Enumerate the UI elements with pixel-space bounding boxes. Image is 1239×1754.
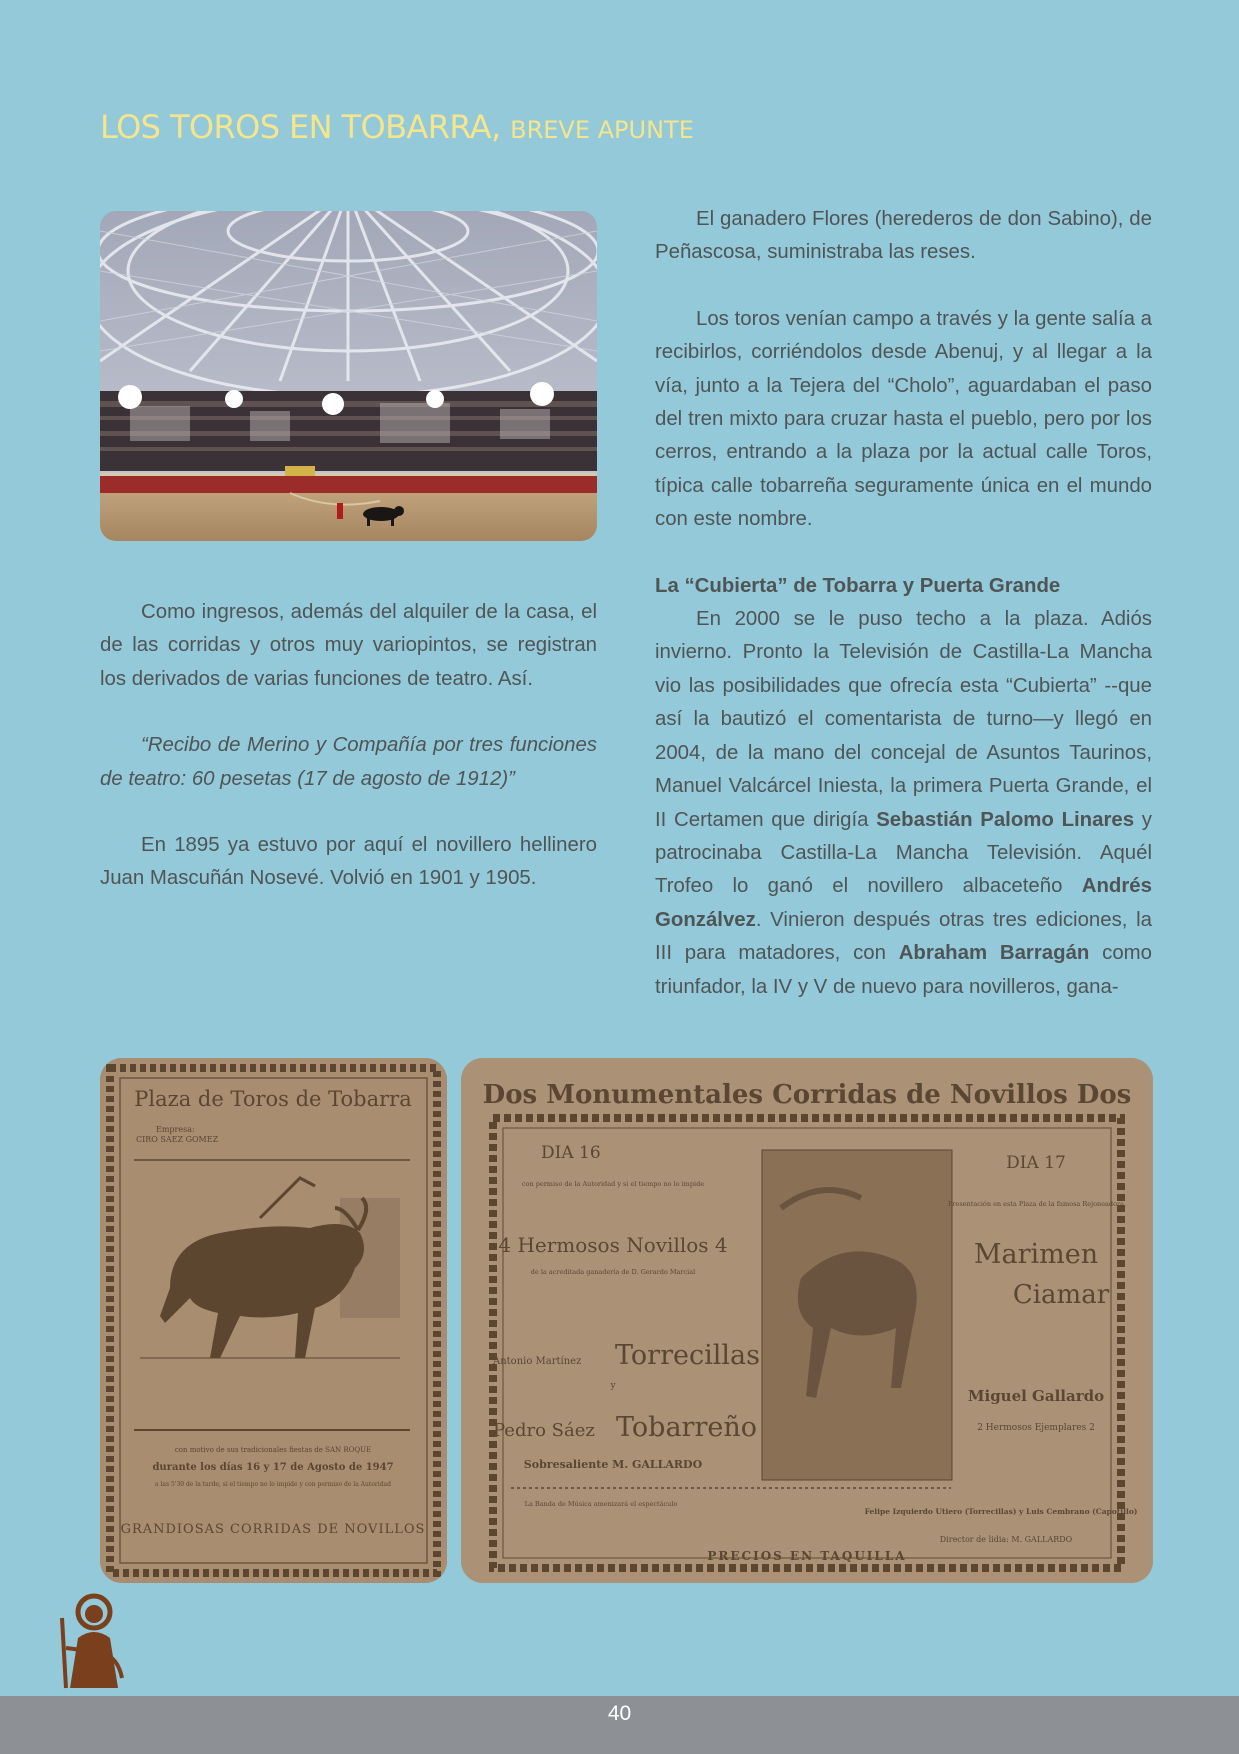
section-subheading: La “Cubierta” de Tobarra y Puerta Grande bbox=[655, 574, 1061, 597]
poster-matador2-alias: Tobarreño bbox=[616, 1412, 757, 1443]
page-number: 40 bbox=[607, 1702, 632, 1725]
page-title bbox=[100, 108, 694, 146]
poster-rejoneadora-last: Ciamar bbox=[1012, 1280, 1110, 1310]
poster-dates: durante los días 16 y 17 de Agosto de 1947 bbox=[152, 1462, 394, 1473]
poster-empresa-label: Empresa: bbox=[156, 1125, 195, 1134]
paragraph: El ganadero Flores (herederos de don Sabino), de Peñascosa, suministraba las reses. bbox=[655, 208, 1152, 264]
paragraph: Los toros venían campo a través y la gente salía a recibirlos, corriéndolos desde Abenuj, y al llegar a la vía, junto a la Tejera del “Cholo”, aguardaban el paso del tren mixto para cruzar hasta el pueblo, pero por los cerros, entrando a la plaza por la actual calle Toros, típica calle tobarreña seguramente única en el mundo con este nombre. bbox=[655, 307, 1152, 531]
text-run: como triunfador, la IV y V de nuevo para novilleros, gana- bbox=[655, 942, 1152, 998]
poster-miguel: Miguel Gallardo bbox=[967, 1387, 1105, 1405]
name-bold: Abraham Barragán bbox=[898, 942, 1090, 965]
poster-novillos: 4 Hermosos Novillos 4 bbox=[498, 1233, 728, 1257]
poster-empresa-name: CIRO SAEZ GOMEZ bbox=[136, 1135, 219, 1144]
poster-bullfight-photo bbox=[762, 1150, 952, 1480]
quote: “Recibo de Merino y Compañía por tres funciones de teatro: 60 pesetas (17 de agosto de 1912)” bbox=[100, 734, 597, 790]
saint-logo bbox=[52, 1588, 136, 1698]
title-subtitle: BREVE APUNTE bbox=[510, 116, 694, 144]
poster-line: con motivo de sus tradicionales fiestas de SAN ROQUE bbox=[174, 1446, 372, 1454]
right-column bbox=[655, 203, 1152, 1004]
poster-director: Director de lidia: M. GALLARDO bbox=[939, 1535, 1073, 1544]
poster-dos-corridas bbox=[461, 1058, 1153, 1583]
poster-plaza-de-toros bbox=[100, 1058, 447, 1583]
poster-rejoneadora-first: Marimen bbox=[973, 1239, 1099, 1270]
poster-heading: Plaza de Toros de Tobarra bbox=[134, 1087, 412, 1111]
poster-dia16: DIA 16 bbox=[541, 1143, 601, 1163]
text-run: y patrocinaba Castilla-La Mancha Televisión. Aquél Trofeo lo ganó el novillero albaceteño bbox=[655, 808, 1152, 898]
poster-matador1-name: Antonio Martínez bbox=[493, 1356, 582, 1367]
poster-ganaderia: de la acreditada ganadería de D. Gerardo Marcial bbox=[530, 1268, 696, 1276]
poster-precios: PRECIOS EN TAQUILLA bbox=[707, 1549, 907, 1563]
left-column bbox=[100, 596, 597, 896]
poster-presentacion: Presentación en esta Plaza de la famosa Rejoneadora bbox=[948, 1200, 1124, 1208]
poster-dia17: DIA 17 bbox=[1006, 1153, 1066, 1173]
paragraph: En 1895 ya estuvo por aquí el novillero hellinero Juan Mascuñán Nosevé. Volvió en 1901 y 1905. bbox=[100, 834, 597, 890]
name-bold: Andrés Gonzálvez bbox=[655, 875, 1152, 931]
poster-felipe: Felipe Izquierdo Utiero (Torrecillas) y Luis Cembrano (Capotillo) bbox=[864, 1507, 1138, 1516]
poster-and: y bbox=[610, 1381, 616, 1391]
poster-intro: con permiso de la Autoridad y si el tiempo no lo impide bbox=[521, 1180, 705, 1188]
paragraph bbox=[655, 603, 1152, 1004]
poster-heading: Dos Monumentales Corridas de Novillos Dos bbox=[482, 1080, 1132, 1110]
name-bold: Sebastián Palomo Linares bbox=[876, 808, 1135, 831]
poster-footer: GRANDIOSAS CORRIDAS DE NOVILLOS bbox=[120, 1522, 426, 1537]
title-main: LOS TOROS EN TOBARRA, bbox=[100, 108, 501, 146]
poster-matador2-name: Pedro Sáez bbox=[493, 1420, 595, 1441]
poster-sobresaliente: Sobresaliente M. GALLARDO bbox=[523, 1458, 703, 1471]
poster-banda: La Banda de Música amenizará el espectáculo bbox=[524, 1500, 678, 1508]
arena-photo bbox=[100, 211, 597, 541]
text-run: . Vinieron después otras tres ediciones, la III para matadores, con bbox=[655, 908, 1152, 965]
poster-hermosos: 2 Hermosos Ejemplares 2 bbox=[977, 1423, 1095, 1433]
paragraph: Como ingresos, además del alquiler de la casa, el de las corridas y otros muy variopintos, se registran los derivados de varias funciones de teatro. Así. bbox=[100, 601, 597, 690]
poster-line: a las 5'30 de la tarde, si el tiempo no lo impide y con permiso de la Autoridad bbox=[155, 1481, 391, 1488]
text-run: En 2000 se le puso techo a la plaza. Adiós invierno. Pronto la Televisión de Castilla-La Mancha vio las posibilidades que ofrecía esta “Cubierta” --que así la bautizó el comentarista de turno—y llegó en 2004, de la mano del concejal de Asuntos Taurinos, Manuel Valcárcel Iniesta, la primera Puerta Grande, el II Certamen que dirigía bbox=[655, 608, 1152, 831]
poster-matador1-alias: Torrecillas bbox=[615, 1340, 760, 1371]
